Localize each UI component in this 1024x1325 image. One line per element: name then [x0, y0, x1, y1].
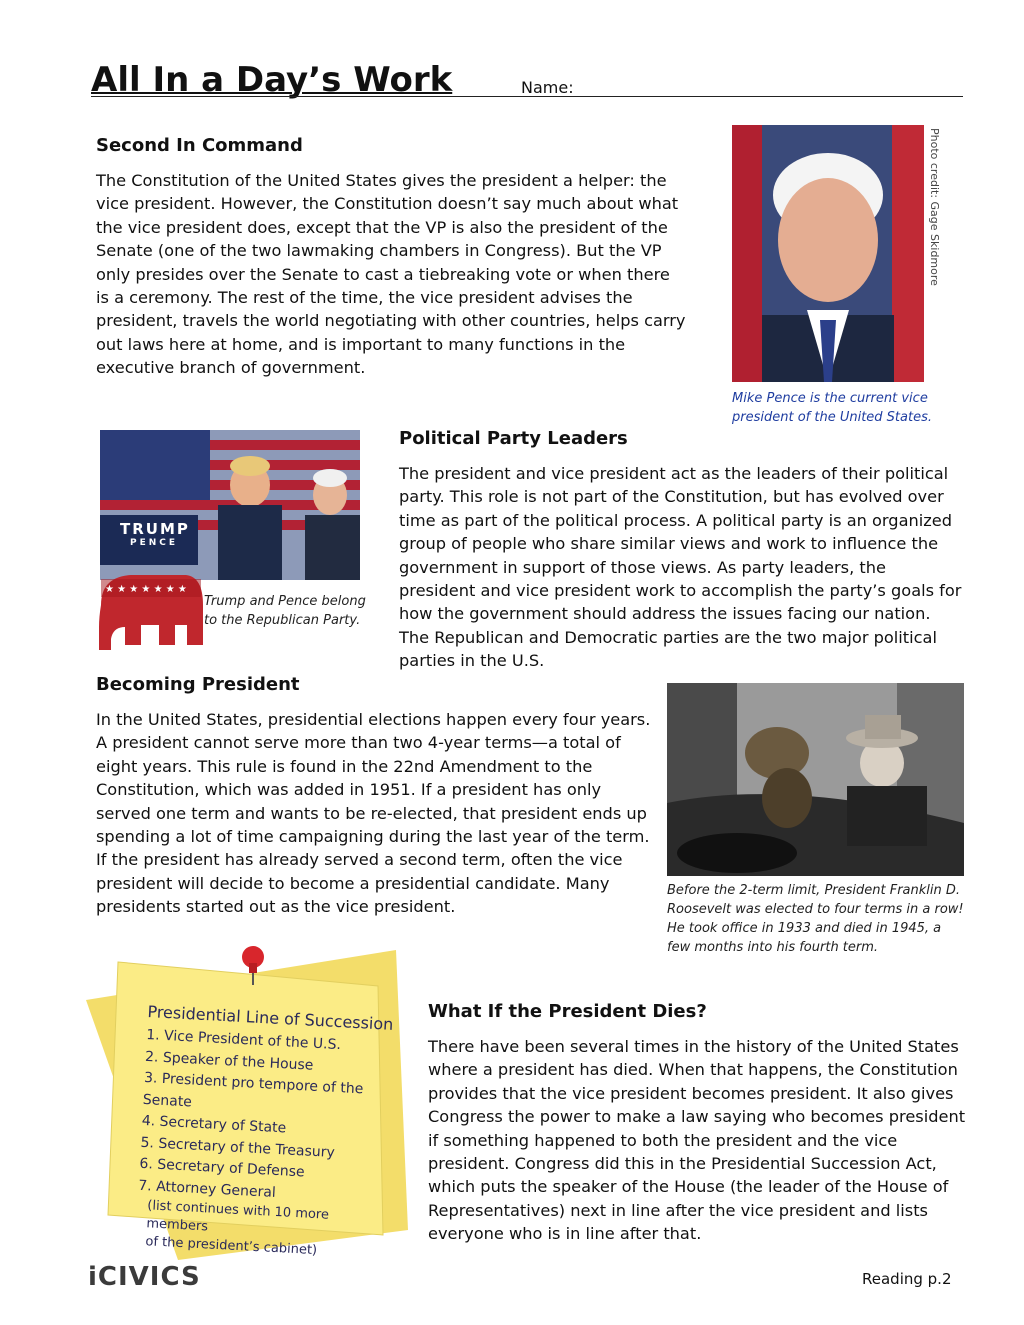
republican-elephant-icon [91, 565, 206, 650]
section-heading-president-dies: What If the President Dies? [428, 1001, 707, 1022]
trump-pence-caption: Trump and Pence belong to the Republican Party. [204, 594, 366, 628]
fdr-photo [667, 683, 964, 876]
section-body-president-dies: There have been several times in the history of the United States where a president has died. When that happens, the Constitution provides that the vice president becomes president. It also gives Congress the power to make a law saying who becomes president if something happened to both the president and the vice president. Congress did this in the Presidential Succession Act, which puts the speaker of the House (the leader of the House of Representatives) next in line after the vice president and lists everyone who is in line after that. [428, 1037, 966, 1244]
succession-item: 5. Secretary of the Treasury [140, 1134, 336, 1161]
succession-item: of the president’s cabinet) [145, 1234, 318, 1259]
photo-credit [927, 128, 943, 286]
name-line [91, 96, 963, 97]
trump-pence-photo [100, 430, 360, 580]
page-number: Reading p.2 [862, 1270, 952, 1288]
campaign-sign-top: TRUMP [120, 520, 190, 538]
succession-item: 7. Attorney General [137, 1177, 277, 1201]
mike-pence-photo [732, 125, 924, 382]
pushpin-icon [238, 945, 268, 985]
section-body-becoming-president: In the United States, presidential elections happen every four years. A president cannot serve more than two 4-year terms—a total of eight years. This rule is found in the 22nd Amendment to the Constitution, which was added in 1951. If a president has only served one term and wants to be re-elected, that president ends up spending a lot of time campaigning during the last year of the term. If the president has already served a second term, often the vice president will decide to become a presidential candidate. Many presidents started out as the vice president. [96, 710, 651, 917]
succession-sticky-note [78, 930, 418, 1265]
pushpin-graphic [238, 945, 268, 985]
section-body-party-leaders: The president and vice president act as the leaders of their political party. This role is not part of the Constitution, but has evolved over time as part of the political process. A political party is an organized group of people who share similar views and work to influence the government in support of those views. As party leaders, the president and vice president work to accomplish the party’s goals for how the government should address the issues facing our nation. The Republican and Democratic parties are the two major political parties in the U.S. [399, 464, 962, 671]
section-heading-becoming-president: Becoming President [96, 674, 300, 695]
succession-item: 4. Secretary of State [141, 1112, 287, 1137]
page-title: All In a Day’s Work [91, 60, 453, 100]
succession-item: 1. Vice President of the U.S. [145, 1026, 342, 1054]
fdr-car-illustration [667, 683, 964, 876]
succession-note-content [135, 1002, 394, 1263]
succession-list [135, 1025, 386, 1263]
section-body-second-in-command: The Constitution of the United States gives the president a helper: the vice president. However, the Constitution doesn’t say much about what the vice president does, except that the VP is also the president of the Senate (one of the two lawmaking chambers in Congress). But the VP only presides over the Senate to cast a tiebreaking vote or when there is a ceremony. The rest of the time, the vice president advises the president, travels the world negotiating with other countries, helps carry out laws here at home, and is important to many functions in the executive branch of government. [96, 171, 686, 378]
name-label: Name: [521, 78, 574, 97]
fdr-caption: Before the 2-term limit, President Franklin D. Roosevelt was elected to four terms in a row! He took office in 1933 and died in 1945, a few months into his fourth term. [667, 883, 964, 955]
elephant-icon [91, 565, 206, 650]
succession-item: 6. Secretary of Defense [139, 1155, 306, 1181]
section-heading-party-leaders: Political Party Leaders [399, 428, 628, 449]
succession-note-title: Presidential Line of Succession [147, 1002, 394, 1034]
trump-pence-illustration [100, 430, 360, 580]
succession-item: 2. Speaker of the House [144, 1048, 314, 1074]
icivics-logo: iCIVICS [88, 1262, 201, 1292]
succession-item: 3. President pro tempore of the Senate [142, 1069, 364, 1110]
pence-caption: Mike Pence is the current vice president of the United States. [732, 391, 932, 425]
campaign-sign-bottom: PENCE [130, 538, 179, 548]
photo-credit-text: Photo credit: Gage Skidmore [928, 128, 941, 286]
svg-text:★ ★ ★ ★ ★ ★ ★: ★ ★ ★ ★ ★ ★ ★ [105, 584, 187, 595]
pence-portrait-illustration [732, 125, 924, 382]
succession-item: (list continues with 10 more members [146, 1198, 330, 1235]
section-heading-second-in-command: Second In Command [96, 135, 303, 156]
